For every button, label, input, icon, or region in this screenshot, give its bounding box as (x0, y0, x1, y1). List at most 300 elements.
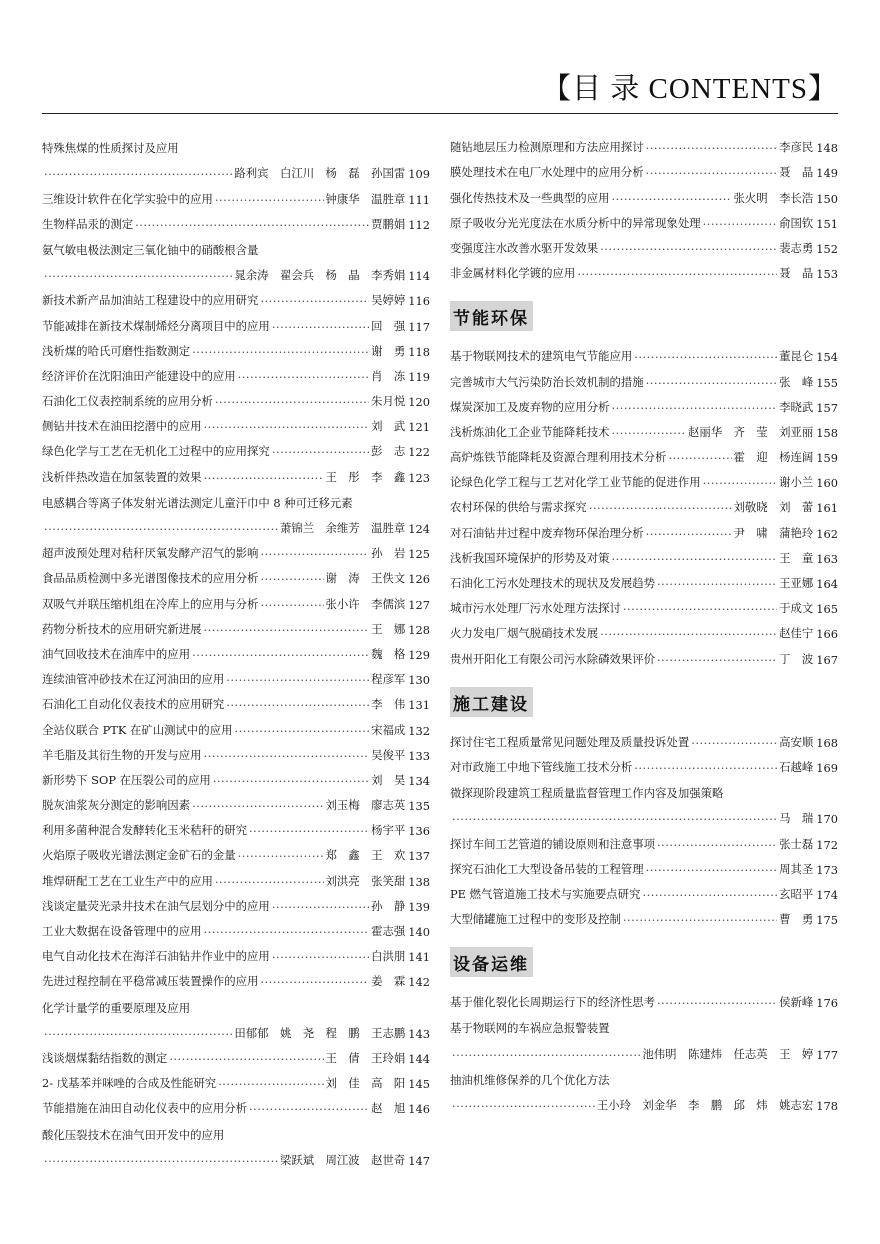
header-rule (42, 113, 838, 114)
entry-title: 农村环保的供给与需求探究 (450, 500, 587, 515)
leader-dots (213, 774, 369, 788)
leader-dots (249, 1102, 369, 1116)
entry-authors: 曹 勇 (779, 912, 814, 927)
section-label: 节能环保 (450, 301, 533, 331)
entry-page: 150 (816, 191, 838, 206)
leader-dots (44, 167, 232, 181)
toc-entry[interactable] (450, 256, 838, 281)
toc-entry[interactable] (450, 465, 838, 490)
leader-dots (260, 975, 369, 989)
toc-entry[interactable] (450, 877, 838, 902)
entry-title: 双吸气并联压缩机组在冷库上的应用与分析 (42, 596, 259, 611)
entry-authors: 丁 波 (779, 651, 814, 666)
entry-page: 129 (408, 647, 430, 662)
toc-entry[interactable] (42, 838, 430, 863)
leader-dots (646, 376, 777, 390)
entry-title: 工业大数据在设备管理中的应用 (42, 924, 202, 938)
toc-entry[interactable] (450, 641, 838, 666)
leader-dots (238, 849, 324, 863)
leader-dots (249, 824, 369, 838)
entry-page: 132 (408, 723, 430, 738)
toc-entry[interactable] (42, 813, 430, 838)
toc-entry-title-line[interactable] (450, 1010, 838, 1036)
entry-title: 脱灰油浆灰分测定的影响因素 (42, 798, 191, 813)
section-heading (450, 927, 838, 985)
entry-page: 114 (408, 269, 430, 284)
entry-authors: 于成文 (779, 601, 814, 616)
entry-page: 122 (408, 445, 430, 460)
entry-title: 电气自动化技术在海洋石油钻井作业中的应用 (42, 949, 270, 964)
toc-entry[interactable] (42, 662, 430, 687)
entry-page: 155 (816, 375, 838, 390)
entry-title: 酸化压裂技术在油气田开发中的应用 (42, 1127, 225, 1142)
leader-dots (611, 401, 777, 415)
entry-authors: 萧锦兰 余维芳 温胜章 (279, 521, 406, 535)
entry-page: 161 (816, 501, 838, 516)
toc-entry[interactable] (42, 1016, 430, 1041)
toc-entry-title-line[interactable] (42, 1116, 430, 1142)
entry-title: 强化传热技术及一些典型的应用 (450, 190, 610, 205)
leader-dots (203, 420, 369, 434)
toc-entry[interactable] (42, 863, 430, 888)
toc-entry[interactable] (450, 801, 838, 826)
entry-authors: 梁跃斌 周江波 赵世奇 (279, 1152, 406, 1167)
entry-authors: 谢 涛 王佚文 (325, 571, 406, 586)
entry-title: 侧钻井技术在油田挖潜中的应用 (42, 419, 202, 434)
leader-dots (192, 648, 369, 662)
entry-page: 133 (408, 748, 430, 763)
toc-entry[interactable] (450, 541, 838, 566)
entry-title: 基于物联网的车祸应急报警装置 (450, 1021, 610, 1036)
entry-page: 145 (408, 1077, 430, 1092)
entry-page: 116 (408, 294, 430, 309)
leader-dots (260, 294, 369, 308)
section-heading (450, 667, 838, 725)
leader-dots (611, 552, 777, 566)
leader-dots (272, 950, 369, 964)
entry-authors: 晁余涛 翟会兵 杨 晶 李秀娟 (234, 268, 406, 283)
entry-authors: 杨宇平 (371, 823, 406, 838)
leader-dots (169, 1052, 323, 1066)
entry-authors: 贾鹏娟 (371, 216, 406, 231)
entry-title: PE 燃气管道施工技术与实施要点研究 (450, 886, 641, 901)
entry-page: 160 (816, 476, 838, 491)
leader-dots (215, 395, 369, 409)
toc-entry-title-line[interactable] (450, 775, 838, 801)
leader-dots (646, 527, 732, 541)
entry-page: 167 (816, 652, 838, 667)
leader-dots (44, 269, 232, 283)
entry-authors: 霍 迎 杨连阔 (733, 450, 814, 465)
entry-page: 138 (408, 874, 430, 889)
toc-entry[interactable] (42, 1091, 430, 1116)
entry-authors: 刘 佳 高 阳 (325, 1076, 406, 1091)
entry-title: 绿色化学与工艺在无机化工过程中的应用探究 (42, 444, 270, 459)
entry-title: 三维设计软件在化学实验中的应用 (42, 191, 213, 206)
leader-dots (260, 547, 369, 561)
entry-title: 原子吸收分光光度法在水质分析中的异常现象处理 (450, 215, 701, 230)
entry-authors: 吴俊平 (371, 747, 406, 762)
leader-dots (203, 925, 369, 939)
toc-entry-title-line[interactable] (42, 485, 430, 511)
entry-page: 123 (408, 470, 430, 485)
entry-title: 超声波预处理对秸秆厌氧发酵产沼气的影响 (42, 546, 259, 561)
entry-title: 大型储罐施工过程中的变形及控制 (450, 912, 621, 927)
entry-authors: 赵佳宁 (779, 626, 814, 641)
entry-page: 164 (816, 577, 838, 591)
entry-title: 2- 戊基苯并咪唑的合成及性能研究 (42, 1076, 217, 1091)
entry-title: 浅析伴热改造在加氢装置的效果 (42, 469, 202, 484)
entry-page: 174 (816, 887, 838, 902)
toc-entry-title-line[interactable] (42, 989, 430, 1015)
entry-page: 176 (816, 996, 838, 1011)
entry-page: 125 (408, 547, 430, 562)
toc-entry[interactable] (450, 390, 838, 415)
toc-entry[interactable] (450, 440, 838, 465)
toc-entry[interactable] (450, 364, 838, 389)
entry-page: 147 (408, 1153, 430, 1168)
entry-authors: 裴志勇 (779, 240, 814, 255)
entry-authors: 吴婷婷 (371, 293, 406, 308)
entry-page: 163 (816, 551, 838, 566)
entry-title: 对市政施工中地下管线施工技术分析 (450, 759, 633, 774)
entry-title: 高炉炼铁节能降耗及资源合理利用技术分析 (450, 450, 667, 465)
toc-entry[interactable] (42, 536, 430, 561)
entry-page: 119 (408, 369, 430, 384)
entry-page: 127 (408, 597, 430, 612)
leader-dots (642, 888, 777, 902)
toc-entry[interactable] (42, 459, 430, 484)
toc-entry[interactable] (42, 612, 430, 637)
entry-title: 经济评价在沈阳油田产能建设中的应用 (42, 368, 236, 383)
toc-entry[interactable] (450, 902, 838, 927)
entry-title: 基于催化裂化长周期运行下的经济性思考 (450, 995, 656, 1010)
leader-dots (623, 602, 777, 616)
entry-title: 浅析煤的哈氏可磨性指数测定 (42, 343, 191, 358)
toc-entry[interactable] (450, 852, 838, 877)
leader-dots (611, 426, 685, 440)
entry-title: 石油化工污水处理技术的现状及发展趋势 (450, 576, 656, 590)
entry-page: 149 (816, 166, 838, 181)
entry-page: 109 (408, 167, 430, 182)
entry-page: 166 (816, 627, 838, 642)
toc-entry[interactable] (450, 725, 838, 750)
entry-page: 142 (408, 975, 430, 990)
toc-entry[interactable] (42, 308, 430, 333)
entry-page: 148 (816, 141, 838, 156)
leader-dots (192, 345, 369, 359)
entry-authors: 田郁郁 姚 尧 程 鹏 王志鹏 (234, 1025, 406, 1040)
entry-authors: 郑 鑫 王 欢 (325, 848, 406, 863)
toc-entry[interactable] (42, 384, 430, 409)
entry-authors: 赵 旭 (371, 1101, 406, 1116)
leader-dots (452, 812, 777, 826)
entry-page: 152 (816, 241, 838, 256)
entry-authors: 宋福成 (371, 722, 406, 737)
leader-dots (668, 451, 731, 465)
leader-dots (238, 370, 369, 384)
entry-authors: 张士磊 (779, 836, 814, 851)
leader-dots (646, 141, 777, 155)
toc-entry[interactable] (42, 258, 430, 283)
entry-page: 169 (816, 760, 838, 775)
entry-title: 浅析炼油化工企业节能降耗技术 (450, 424, 610, 439)
toc-entry[interactable] (450, 490, 838, 515)
toc-entry[interactable] (42, 788, 430, 813)
entry-authors: 聂 晶 (779, 165, 814, 180)
entry-title: 氨气敏电极法测定三氧化铀中的硝酸根含量 (42, 242, 259, 257)
toc-entry[interactable] (42, 586, 430, 611)
entry-page: 175 (816, 913, 838, 928)
toc-entry[interactable] (42, 434, 430, 459)
section-heading (450, 281, 838, 339)
entry-page: 131 (408, 698, 430, 713)
leader-dots (226, 698, 369, 712)
entry-page: 130 (408, 673, 430, 688)
entry-authors: 马 瑞 (779, 811, 814, 826)
entry-title: 微探现阶段建筑工程质量监督管理工作内容及加强策略 (450, 786, 724, 801)
entry-title: 浅谈烟煤黏结指数的测定 (42, 1050, 168, 1065)
toc-entry[interactable] (42, 914, 430, 939)
entry-title: 化学计量学的重要原理及应用 (42, 1000, 191, 1015)
entry-title: 节能减排在新技术煤制烯烃分离项目中的应用 (42, 318, 270, 333)
section-label: 施工建设 (450, 687, 533, 717)
section-label: 设备运维 (450, 947, 533, 977)
entry-authors: 路利宾 白江川 杨 磊 孙国雷 (234, 166, 406, 181)
entry-title: 石油化工自动化仪表技术的应用研究 (42, 697, 225, 712)
entry-page: 165 (816, 602, 838, 617)
entry-authors: 王 彤 李 鑫 (325, 469, 406, 484)
entry-authors: 赵丽华 齐 莹 刘亚丽 (687, 424, 814, 439)
entry-authors: 尹 啸 蒲艳玲 (733, 525, 814, 540)
entry-authors: 谢 勇 (371, 343, 406, 358)
leader-dots (634, 761, 777, 775)
entry-title: 羊毛脂及其衍生物的开发与应用 (42, 747, 202, 762)
leader-dots (44, 1027, 232, 1041)
toc-entry[interactable] (42, 156, 430, 181)
toc-entry[interactable] (450, 826, 838, 851)
entry-title: 基于物联网技术的建筑电气节能应用 (450, 349, 633, 364)
leader-dots (657, 577, 777, 591)
leader-dots (646, 863, 777, 877)
toc-entry[interactable] (42, 511, 430, 536)
leader-dots (611, 192, 731, 206)
leader-dots (44, 1154, 278, 1168)
toc-entry[interactable] (450, 1088, 838, 1113)
entry-authors: 李彦民 (779, 140, 814, 155)
entry-title: 浅谈定量荧光录井技术在油气层划分中的应用 (42, 898, 270, 913)
entry-authors: 魏 格 (371, 646, 406, 661)
entry-title: 贵州开阳化工有限公司污水除磷效果评价 (450, 651, 656, 666)
entry-authors: 王 娜 (371, 621, 406, 636)
leader-dots (203, 623, 369, 637)
leader-dots (272, 900, 369, 914)
entry-authors: 张 峰 (779, 374, 814, 389)
toc-entry[interactable] (42, 283, 430, 308)
toc-entry[interactable] (450, 339, 838, 364)
entry-authors: 王 童 (779, 550, 814, 565)
toc-entry[interactable] (450, 155, 838, 180)
toc-entry[interactable] (42, 738, 430, 763)
entry-authors: 王亚娜 (779, 576, 814, 590)
entry-page: 153 (816, 267, 838, 282)
entry-authors: 刘玉梅 廖志英 (325, 798, 406, 813)
entry-page: 128 (408, 622, 430, 637)
toc-entry[interactable] (450, 591, 838, 616)
entry-title: 火焰原子吸收光谱法测定金矿石的金量 (42, 848, 236, 863)
entry-title: 完善城市大气污染防治长效机制的措施 (450, 374, 644, 389)
entry-authors: 李晓武 (779, 399, 814, 414)
toc-entry[interactable] (42, 359, 430, 384)
entry-title: 随钻地层压力检测原理和方法应用探讨 (450, 140, 644, 155)
entry-authors: 李 伟 (371, 697, 406, 712)
entry-authors: 侯新峰 (779, 995, 814, 1010)
entry-authors: 钟康华 温胜章 (325, 191, 406, 206)
toc-entry[interactable] (42, 207, 430, 232)
toc-column-right (450, 130, 838, 1113)
toc-entry[interactable] (42, 763, 430, 788)
toc-entry[interactable] (42, 409, 430, 434)
leader-dots (218, 1077, 323, 1091)
entry-page: 154 (816, 350, 838, 365)
entry-page: 157 (816, 400, 838, 415)
toc-entry-title-line[interactable] (42, 232, 430, 258)
entry-page: 112 (408, 217, 430, 232)
entry-page: 146 (408, 1102, 430, 1117)
entry-authors: 霍志强 (371, 924, 406, 938)
toc-entry[interactable] (42, 712, 430, 737)
entry-page: 173 (816, 862, 838, 877)
toc-entry[interactable] (42, 939, 430, 964)
entry-authors: 石越峰 (779, 759, 814, 774)
toc-entry[interactable] (450, 206, 838, 231)
entry-page: 136 (408, 824, 430, 839)
toc-entry[interactable] (42, 637, 430, 662)
entry-authors: 朱月悦 (371, 394, 406, 409)
contents-header: 【目 录 CONTENTS】 (542, 73, 838, 105)
leader-dots (203, 471, 323, 485)
entry-authors: 王小玲 刘金华 李 鹏 邱 炜 姚志宏 (596, 1098, 814, 1112)
entry-title: 膜处理技术在电厂水处理中的应用分析 (450, 165, 644, 180)
toc-entry[interactable] (450, 750, 838, 775)
entry-title: 城市污水处理厂污水处理方法探讨 (450, 601, 621, 616)
entry-title: 煤炭深加工及废弃物的应用分析 (450, 399, 610, 414)
toc-entry[interactable] (450, 180, 838, 205)
toc-entry-title-line[interactable] (42, 130, 430, 156)
leader-dots (234, 724, 369, 738)
entry-authors: 白洪朋 (371, 949, 406, 964)
toc-entry[interactable] (450, 985, 838, 1010)
leader-dots (226, 673, 369, 687)
entry-page: 140 (408, 925, 430, 939)
toc-entry[interactable] (42, 964, 430, 989)
leader-dots (215, 193, 324, 207)
toc-entry[interactable] (42, 1143, 430, 1168)
entry-title: 节能措施在油田自动化仪表中的应用分析 (42, 1101, 248, 1116)
leader-dots (203, 749, 369, 763)
entry-authors: 高安顺 (779, 734, 814, 749)
leader-dots (452, 1099, 595, 1113)
entry-page: 124 (408, 522, 430, 536)
toc-entry[interactable] (450, 1036, 838, 1061)
entry-title: 食品品质检测中多光谱图像技术的应用分析 (42, 571, 259, 586)
toc-entry[interactable] (450, 231, 838, 256)
toc-entry[interactable] (42, 687, 430, 712)
toc-entry[interactable] (450, 616, 838, 641)
leader-dots (703, 476, 777, 490)
entry-page: 120 (408, 395, 430, 410)
toc-entry[interactable] (42, 561, 430, 586)
entry-title: 连续油管冲砂技术在辽河油田的应用 (42, 672, 225, 687)
entry-authors: 王 倩 王玲娟 (325, 1050, 406, 1065)
leader-dots (272, 445, 369, 459)
toc-entry-title-line[interactable] (450, 1062, 838, 1088)
entry-title: 对石油钻井过程中废弃物环保治理分析 (450, 525, 644, 540)
entry-page: 172 (816, 837, 838, 852)
entry-page: 111 (408, 192, 430, 207)
entry-title: 探讨车间工艺管道的铺设原则和注意事项 (450, 836, 656, 851)
leader-dots (691, 736, 777, 750)
leader-dots (215, 875, 324, 889)
leader-dots (657, 996, 777, 1010)
entry-authors: 孙 静 (371, 898, 406, 913)
entry-page: 170 (816, 812, 838, 827)
entry-title: 抽油机维修保养的几个优化方法 (450, 1072, 610, 1087)
toc-entry[interactable] (42, 1041, 430, 1066)
toc-entry[interactable] (450, 415, 838, 440)
entry-page: 135 (408, 799, 430, 814)
toc-entry[interactable] (42, 181, 430, 206)
entry-authors: 刘洪亮 张笑甜 (325, 873, 406, 888)
leader-dots (600, 627, 777, 641)
entry-title: 生物样品汞的测定 (42, 216, 134, 231)
entry-title: 非金属材料化学镀的应用 (450, 266, 576, 281)
entry-page: 118 (408, 344, 430, 359)
entry-title: 新形势下 SOP 在压裂公司的应用 (42, 772, 211, 787)
leader-dots (657, 653, 777, 667)
leader-dots (589, 501, 732, 515)
entry-title: 探讨住宅工程质量常见问题处理及质量投诉处置 (450, 734, 690, 749)
leader-dots (703, 217, 777, 231)
entry-title: 火力发电厂烟气脱硝技术发展 (450, 626, 599, 641)
toc-entry[interactable] (42, 1066, 430, 1091)
toc-entry[interactable] (42, 334, 430, 359)
toc-entry[interactable] (42, 889, 430, 914)
entry-page: 137 (408, 849, 430, 864)
leader-dots (260, 598, 323, 612)
entry-title: 石油化工仪表控制系统的应用分析 (42, 394, 213, 409)
entry-title: 油气回收技术在油库中的应用 (42, 646, 191, 661)
toc-entry[interactable] (450, 130, 838, 155)
leader-dots (657, 838, 777, 852)
leader-dots (634, 350, 777, 364)
entry-title: 利用多菌种混合发酵转化玉米秸秆的研究 (42, 823, 248, 838)
entry-page: 168 (816, 735, 838, 750)
entry-page: 117 (408, 319, 430, 334)
entry-authors: 肖 冻 (371, 368, 406, 383)
entry-page: 121 (408, 420, 430, 435)
entry-title: 变强度注水改善水驱开发效果 (450, 240, 599, 255)
toc-entry[interactable] (450, 566, 838, 591)
leader-dots (192, 799, 323, 813)
leader-dots (646, 166, 777, 180)
toc-entry[interactable] (450, 515, 838, 540)
leader-dots (623, 913, 777, 927)
entry-page: 139 (408, 899, 430, 914)
entry-authors: 张火明 李长浩 (733, 190, 814, 205)
entry-page: 126 (408, 572, 430, 587)
entry-title: 药物分析技术的应用研究新进展 (42, 621, 202, 636)
